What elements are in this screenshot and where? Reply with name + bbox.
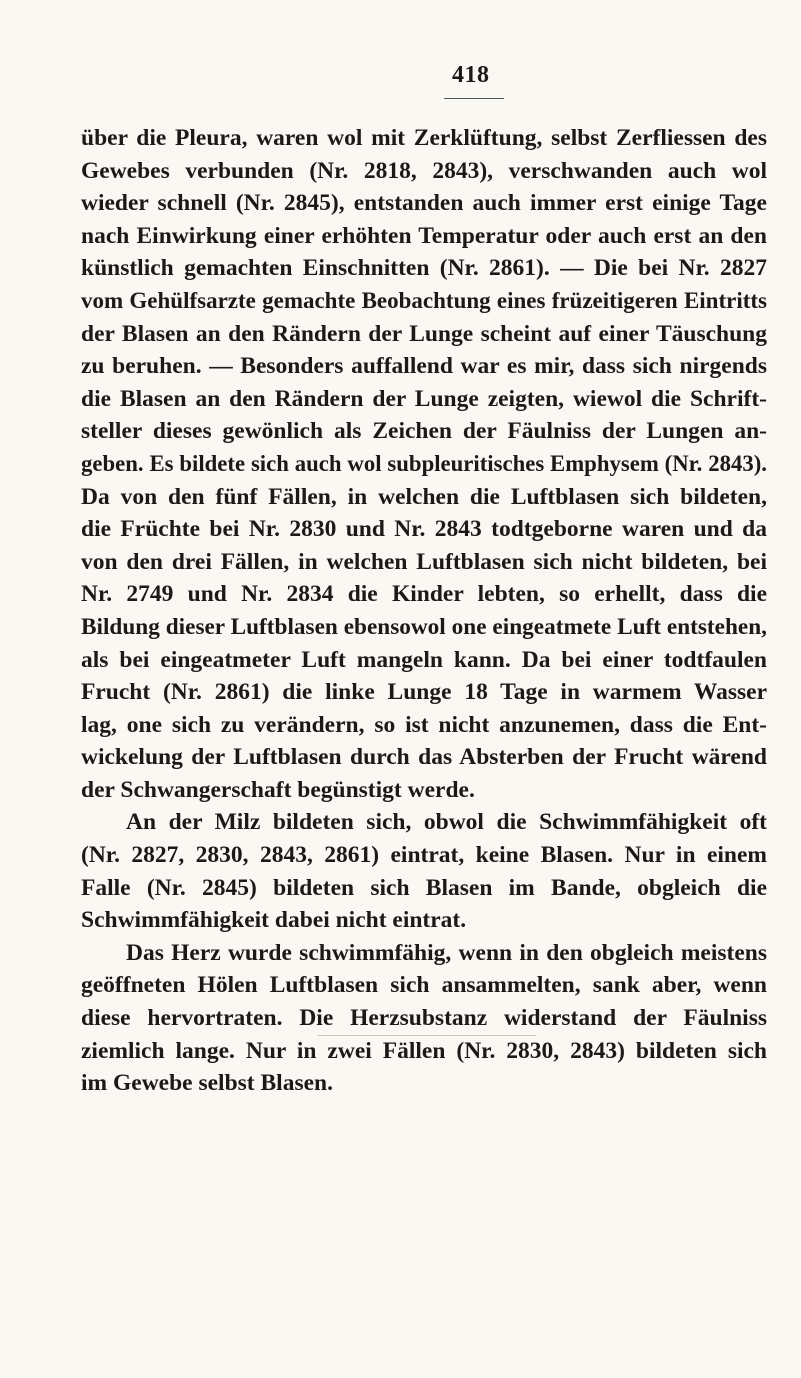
- text-line: Bildung dieser Luftblasen ebensowol one eingeatmete Luft entstehen,: [81, 613, 767, 640]
- paragraph-end-line: Schwimmfähigkeit dabei nicht eintrat.: [81, 907, 467, 934]
- text-line: nach Einwirkung einer erhöhten Temperatur oder auch erst an den: [81, 222, 767, 249]
- text-line: geöffneten Hölen Luftblasen sich ansammelten, sank aber, wenn: [81, 972, 767, 999]
- text-line: künstlich gemachten Einschnitten (Nr. 2861). — Die bei Nr. 2827: [81, 255, 767, 282]
- text-line: über die Pleura, waren wol mit Zerklüftung, selbst Zerfliessen des: [81, 125, 767, 151]
- bleed-through-rule: [318, 1035, 536, 1036]
- text-line: von den drei Fällen, in welchen Luftblasen sich nicht bildeten, bei: [81, 548, 767, 575]
- text-line: die Früchte bei Nr. 2830 und Nr. 2843 todtgeborne waren und da: [81, 516, 767, 543]
- text-line: zu beruhen. — Besonders auffallend war es mir, dass sich nirgends: [81, 353, 767, 380]
- text-line: Gewebes verbunden (Nr. 2818, 2843), verschwanden auch wol: [81, 157, 767, 184]
- text-line: wieder schnell (Nr. 2845), entstanden auch immer erst einige Tage: [81, 190, 767, 217]
- text-line: vom Gehülfsarzte gemachte Beobachtung eines früzeitigeren Eintritts: [81, 287, 767, 313]
- text-line: geben. Es bildete sich auch wol subpleuritisches Emphysem (Nr. 2843).: [81, 450, 767, 476]
- text-line: der Blasen an den Rändern der Lunge scheint auf einer Täuschung: [81, 320, 767, 347]
- text-line: Frucht (Nr. 2861) die linke Lunge 18 Tage in warmem Wasser: [81, 679, 767, 706]
- body-text: [81, 122, 767, 1100]
- paragraph-start-line: An der Milz bildeten sich, obwol die Schwimmfähigkeit oft: [126, 809, 767, 836]
- text-line: die Blasen an den Rändern der Lunge zeigten, wiewol die Schrift-: [81, 385, 767, 412]
- page-number-rule: [444, 98, 504, 99]
- paragraph-start-line: Das Herz wurde schwimmfähig, wenn in den obgleich meistens: [126, 939, 767, 966]
- text-line: als bei eingeatmeter Luft mangeln kann. Da bei einer todtfaulen: [81, 646, 767, 673]
- text-line: diese hervortraten. Die Herzsubstanz widerstand der Fäulniss: [81, 1005, 767, 1032]
- text-line: Falle (Nr. 2845) bildeten sich Blasen im Bande, obgleich die: [81, 874, 767, 901]
- text-line: lag, one sich zu verändern, so ist nicht anzunemen, dass die Ent-: [81, 711, 767, 738]
- paragraph-end-line: der Schwangerschaft begünstigt werde.: [81, 776, 475, 803]
- text-line: ziemlich lange. Nur in zwei Fällen (Nr. 2830, 2843) bildeten sich: [81, 1037, 767, 1064]
- text-line: Da von den fünf Fällen, in welchen die Luftblasen sich bildeten,: [81, 483, 767, 510]
- text-line: steller dieses gewönlich als Zeichen der Fäulniss der Lungen an-: [81, 418, 767, 445]
- text-line: wickelung der Luftblasen durch das Absterben der Frucht wärend: [81, 744, 767, 771]
- text-line: Nr. 2749 und Nr. 2834 die Kinder lebten, so erhellt, dass die: [81, 581, 767, 608]
- text-line: (Nr. 2827, 2830, 2843, 2861) eintrat, keine Blasen. Nur in einem: [81, 842, 767, 869]
- paragraph-end-line: im Gewebe selbst Blasen.: [81, 1070, 333, 1097]
- page-number: 418: [452, 62, 490, 88]
